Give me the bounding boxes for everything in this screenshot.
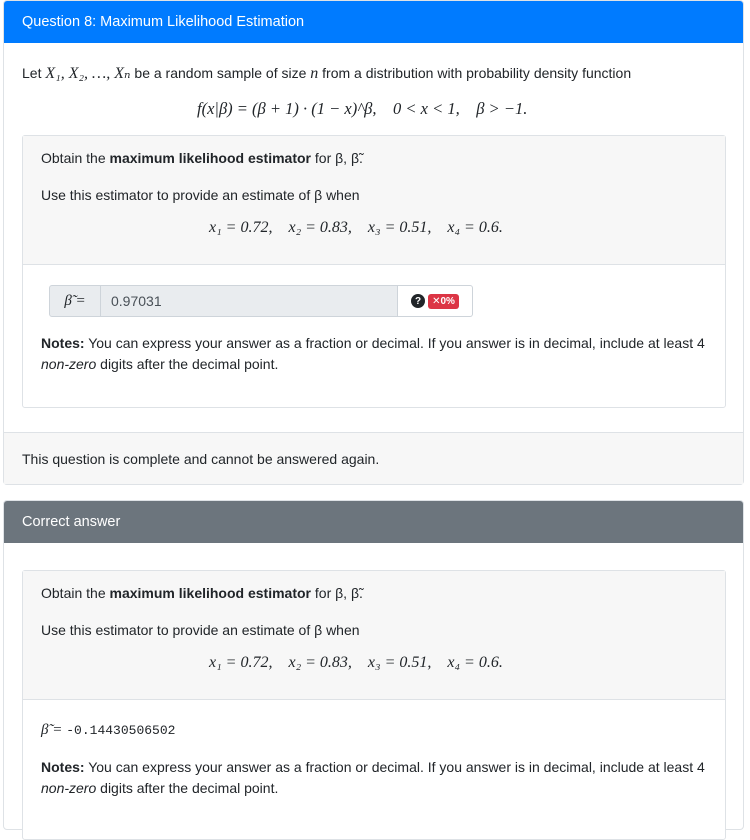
correct-panel	[22, 570, 726, 840]
correct-prompt	[23, 571, 725, 700]
correct-data-values: x₁ = 0.72, x₂ = 0.83, x₃ = 0.51, x₄ = 0.6.	[209, 654, 503, 671]
data-values: x₁ = 0.72, x₂ = 0.83, x₃ = 0.51, x₄ = 0.6.	[209, 219, 503, 236]
answer-input-group	[49, 285, 473, 317]
answer-feedback[interactable]	[398, 285, 473, 317]
question-title: Question 8: Maximum Likelihood Estimation	[22, 14, 305, 30]
correct-task-text: Obtain the maximum likelihood estimator for β, β̃.	[41, 585, 363, 601]
score-badge: ✕0%	[428, 294, 459, 309]
question-circle-icon[interactable]: ?	[411, 294, 425, 308]
answer-notes: Notes: You can express your answer as a fraction or decimal. If you answer is in decimal, include at least 4 non-zero digits after the decimal point.	[41, 335, 705, 372]
status-text: This question is complete and cannot be answered again.	[22, 450, 380, 467]
question-card	[3, 0, 744, 485]
question-panel	[22, 135, 726, 408]
beta-hat-label: β̃ =	[49, 285, 101, 317]
correct-answer-title: Correct answer	[22, 514, 121, 530]
pdf-formula: f(x|β) = (β + 1) · (1 − x)^β, 0 < x < 1, β > −1.	[197, 99, 528, 118]
status-footer	[4, 432, 743, 484]
task-text: Obtain the maximum likelihood estimator for β, β̃.	[41, 150, 363, 166]
question-prompt	[23, 136, 725, 265]
use-estimator-text: Use this estimator to provide an estimate of β when	[41, 187, 360, 203]
question-header	[4, 1, 743, 43]
answer-input[interactable]: 0.97031	[101, 285, 398, 317]
correct-answer-header	[4, 501, 743, 543]
correct-answer-card	[3, 500, 744, 830]
question-intro: Let X₁, X₂, …, Xₙ be a random sample of size n from a distribution with probability density function	[22, 65, 632, 82]
correct-use-estimator-text: Use this estimator to provide an estimate of β when	[41, 622, 360, 638]
correct-answer-value: β̃ = -0.14430506502	[41, 722, 176, 738]
correct-notes: Notes: You can express your answer as a fraction or decimal. If you answer is in decimal, include at least 4 non-zero digits after the decimal point.	[41, 759, 705, 796]
